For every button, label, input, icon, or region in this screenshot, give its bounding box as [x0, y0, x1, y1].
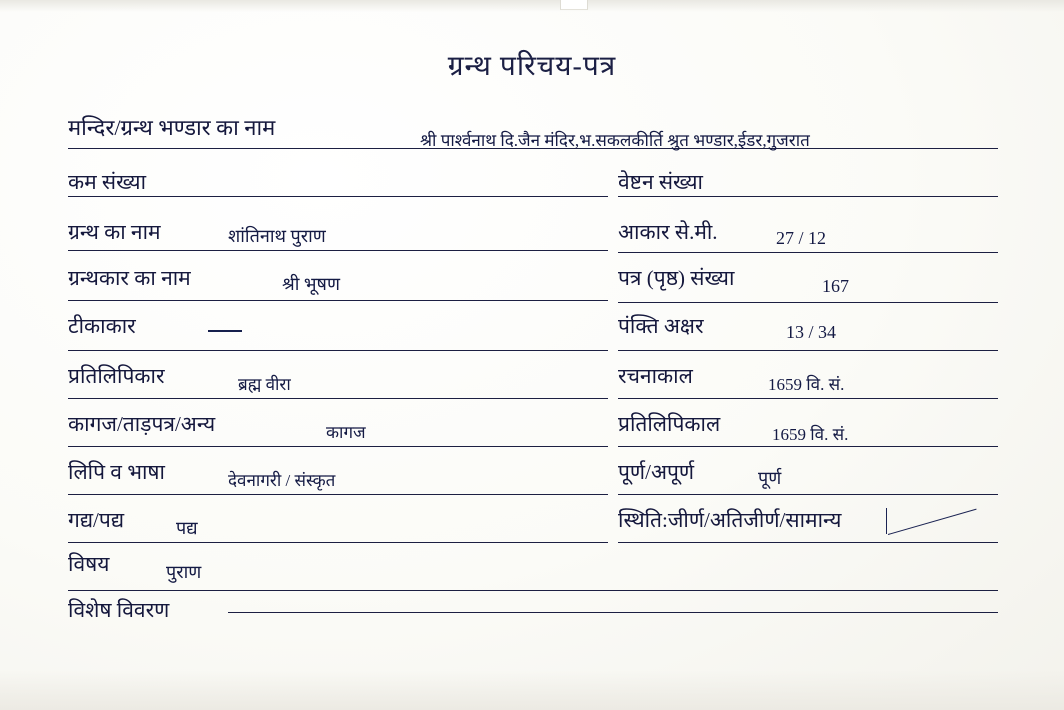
- rule-pratilipikal: [618, 446, 998, 447]
- rule-vishesh-vivaran: [228, 612, 998, 613]
- label-pratilipikal: प्रतिलिपिकाल: [618, 412, 721, 436]
- label-gadya-padya: गद्य/पद्य: [68, 508, 125, 532]
- label-rachanakal: रचनाकाल: [618, 364, 693, 388]
- value-aakar: 27 / 12: [776, 228, 827, 248]
- rule-aakar: [618, 252, 998, 253]
- rule-granth-name: [68, 250, 608, 251]
- value-granth-name: शांतिनाथ पुराण: [228, 226, 326, 246]
- label-veshtan-sankhya: वेष्टन संख्या: [618, 170, 703, 194]
- rule-granthkar-name: [68, 300, 608, 301]
- rule-tikakar: [68, 350, 608, 351]
- rule-rachanakal: [618, 398, 998, 399]
- rule-pratilipikar: [68, 398, 608, 399]
- sthiti-selection-bracket: [886, 508, 887, 534]
- rule-kram-sankhya: [68, 196, 608, 197]
- rule-kagaj-tadpatra: [68, 446, 608, 447]
- value-pankti-akshar: 13 / 34: [786, 322, 837, 342]
- rule-veshtan-sankhya: [618, 196, 998, 197]
- label-granth-name: ग्रन्थ का नाम: [68, 220, 161, 244]
- label-aakar: आकार से.मी.: [618, 220, 718, 244]
- rule-sthiti: [618, 542, 998, 543]
- value-tikakar-dash: [208, 330, 242, 332]
- value-purna-apurna: पूर्ण: [758, 468, 782, 488]
- value-pratilipikal: 1659 वि. सं.: [772, 425, 849, 444]
- value-rachanakal: 1659 वि. सं.: [768, 375, 845, 394]
- value-pratilipikar: ब्रह्म वीरा: [238, 375, 291, 394]
- value-lipi-bhasha: देवनागरी / संस्कृत: [228, 471, 336, 490]
- rule-lipi-bhasha: [68, 494, 608, 495]
- label-lipi-bhasha: लिपि व भाषा: [68, 460, 165, 484]
- label-bhandar-name: मन्दिर/ग्रन्थ भण्डार का नाम: [68, 115, 276, 140]
- label-vishay: विषय: [68, 552, 110, 576]
- rule-gadya-padya: [68, 542, 608, 543]
- scan-notch: [560, 0, 588, 10]
- rule-pankti-akshar: [618, 350, 998, 351]
- label-sthiti: स्थिति:जीर्ण/अतिजीर्ण/सामान्य: [618, 508, 842, 532]
- label-patra-sankhya: पत्र (पृष्ठ) संख्या: [618, 266, 735, 290]
- label-purna-apurna: पूर्ण/अपूर्ण: [618, 460, 695, 484]
- label-tikakar: टीकाकार: [68, 314, 136, 338]
- label-pratilipikar: प्रतिलिपिकार: [68, 364, 165, 388]
- label-kram-sankhya: कम संख्या: [68, 170, 147, 194]
- label-pankti-akshar: पंक्ति अक्षर: [618, 314, 704, 338]
- rule-purna-apurna: [618, 494, 998, 495]
- value-bhandar-name: श्री पार्श्वनाथ दि.जैन मंदिर,भ.सकलकीर्ति श्रुत भण्डार,ईडर,गुजरात: [420, 131, 810, 150]
- rule-vishay: [68, 590, 998, 591]
- paper-bottom-edge: [0, 670, 1064, 710]
- value-patra-sankhya: 167: [822, 276, 849, 296]
- label-granthkar-name: ग्रन्थकार का नाम: [68, 266, 191, 290]
- rule-patra-sankhya: [618, 302, 998, 303]
- label-vishesh-vivaran: विशेष विवरण: [68, 598, 170, 622]
- value-kagaj-tadpatra: कागज: [326, 423, 366, 442]
- value-vishay: पुराण: [166, 562, 202, 582]
- paper-top-edge: [0, 0, 1064, 12]
- value-gadya-padya: पद्य: [176, 518, 198, 538]
- label-kagaj-tadpatra: कागज/ताड़पत्र/अन्य: [68, 412, 216, 436]
- value-granthkar-name: श्री भूषण: [282, 274, 340, 294]
- page-title: ग्रन्थ परिचय-पत्र: [447, 51, 617, 82]
